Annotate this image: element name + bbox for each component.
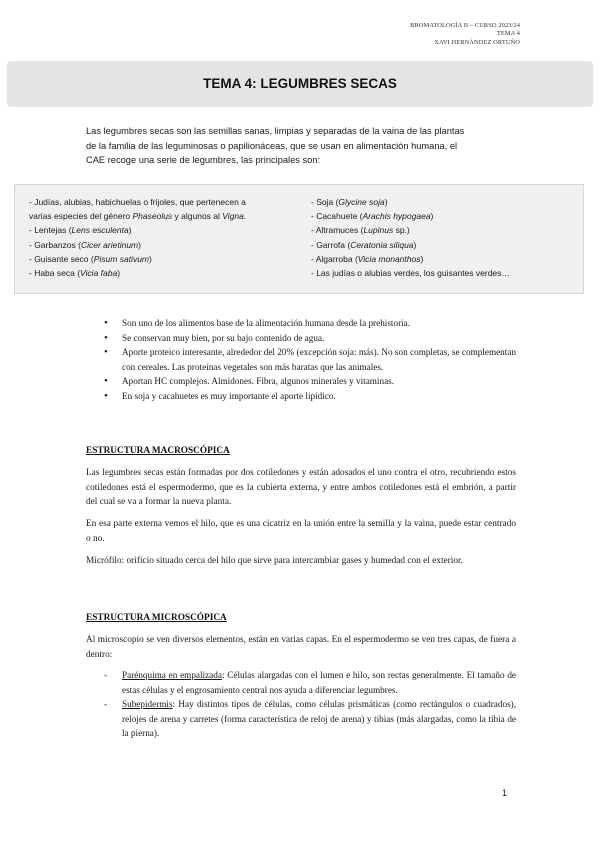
list-item: • En soja y cacahuetes es muy importante el aporte lipídico. [104, 389, 516, 404]
header-author: XAVI HERNÁNDEZ ORTUÑO [434, 38, 520, 46]
section-heading-micro: ESTRUCTURA MICROSCÓPICA [86, 613, 227, 623]
macro-paragraph: En esa parte externa vemos el hilo, que es una cicatriz en la unión entre la semilla y la vaina, puede estar centrado o no. [86, 519, 516, 544]
legumes-box [14, 184, 584, 294]
list-item: • Se conservan muy bien, por su bajo contenido de agua. [104, 331, 516, 346]
macro-paragraph: Micrófilo: orificio situado cerca del hilo que sirve para intercambiar gases y humedad con el exterior. [86, 556, 463, 566]
header-course: BROMATOLOGÍA II – CURSO 2023/24 [410, 22, 520, 29]
document-header [220, 22, 520, 47]
micro-paragraph: Al microscopio se ven diversos elementos, están en varias capas. En el espermodermo se ven tres capas, de fuera a dentro: [86, 635, 516, 660]
list-item: • Aportan HC complejos. Almidones. Fibra, algunos minerales y vitaminas. [104, 374, 516, 389]
header-topic: TEMA 4 [496, 30, 520, 38]
legume-item: - Las judías o alubias verdes, los guisantes verdes… [311, 268, 510, 279]
legume-item: - Guisante seco (Pisum sativum) [29, 253, 152, 264]
title-bar [7, 61, 593, 107]
legume-item: - Soja (Glycine soja) [311, 197, 388, 207]
legume-item: - Altramuces (Lupinus sp.) [311, 225, 410, 236]
page-title: TEMA 4: LEGUMBRES SECAS [203, 76, 397, 91]
page-number: 1 [502, 788, 508, 798]
section-heading-macro: ESTRUCTURA MACROSCÓPICA [86, 446, 230, 456]
legume-item: varias especies del género Phaseolus y algunos al Vigna. [29, 211, 247, 222]
legumes-column-right [311, 195, 576, 280]
legume-item: - Cacahuete (Arachis hypogaea) [311, 211, 434, 222]
layers-list [104, 668, 516, 741]
list-item: • Son uno de los alimentos base de la alimentación humana desde la prehistoria. [104, 316, 516, 331]
macro-paragraph: Las legumbres secas están formadas por dos cotiledones y están adosados el uno contra el otro, recubriendo estos cotiledones está el espermodermo, que es la cubierta externa, y entre ambos cotiledones está el embrión, a partir del cual se va a formar la nueva planta. [86, 468, 516, 507]
intro-line: de la familia de las leguminosas o papilionáceas, que se usan en alimentación humana, el [86, 140, 458, 151]
legumes-column-left [29, 195, 294, 280]
list-item: - Parénquima en empalizada: Células alargadas con el lumen e hilo, son rectas generalmente. El tamaño de estas células y el engrosamiento central nos ayuda a diferenciar legumbres. [104, 668, 516, 697]
properties-list [104, 316, 516, 403]
legume-item: - Lentejas (Lens esculenta) [29, 225, 132, 236]
legume-item: - Garrofa (Ceratonia siliqua) [311, 239, 417, 250]
list-item: • Aporte proteico interesante, alrededor del 20% (excepción soja: más). No son completas, se complementan con cereales. Las proteínas vegetales son más baratas que las animales. [104, 345, 516, 374]
intro-line: Las legumbres secas son las semillas sanas, limpias y separadas de la vaina de las plantas [86, 126, 465, 136]
intro-paragraph [86, 124, 516, 168]
legume-item: - Garbanzos (Cicer arietinum) [29, 239, 141, 250]
legume-item: - Algarroba (Vicia monanthos) [311, 253, 424, 264]
list-item: - Subepidermis: Hay distintos tipos de células, como células prismáticas (como rectángulos o cuadrados), relojes de arena y carretes (forma característica de reloj de arena) y tibias (más alargadas, como la tibia de la pierna). [104, 697, 516, 741]
legume-item: - Haba seca (Vicia faba) [29, 268, 121, 279]
legume-item: - Judías, alubias, habichuelas o frijoles, que pertenecen a [29, 197, 246, 207]
intro-line: CAE recoge una serie de legumbres, las principales son: [86, 155, 321, 165]
